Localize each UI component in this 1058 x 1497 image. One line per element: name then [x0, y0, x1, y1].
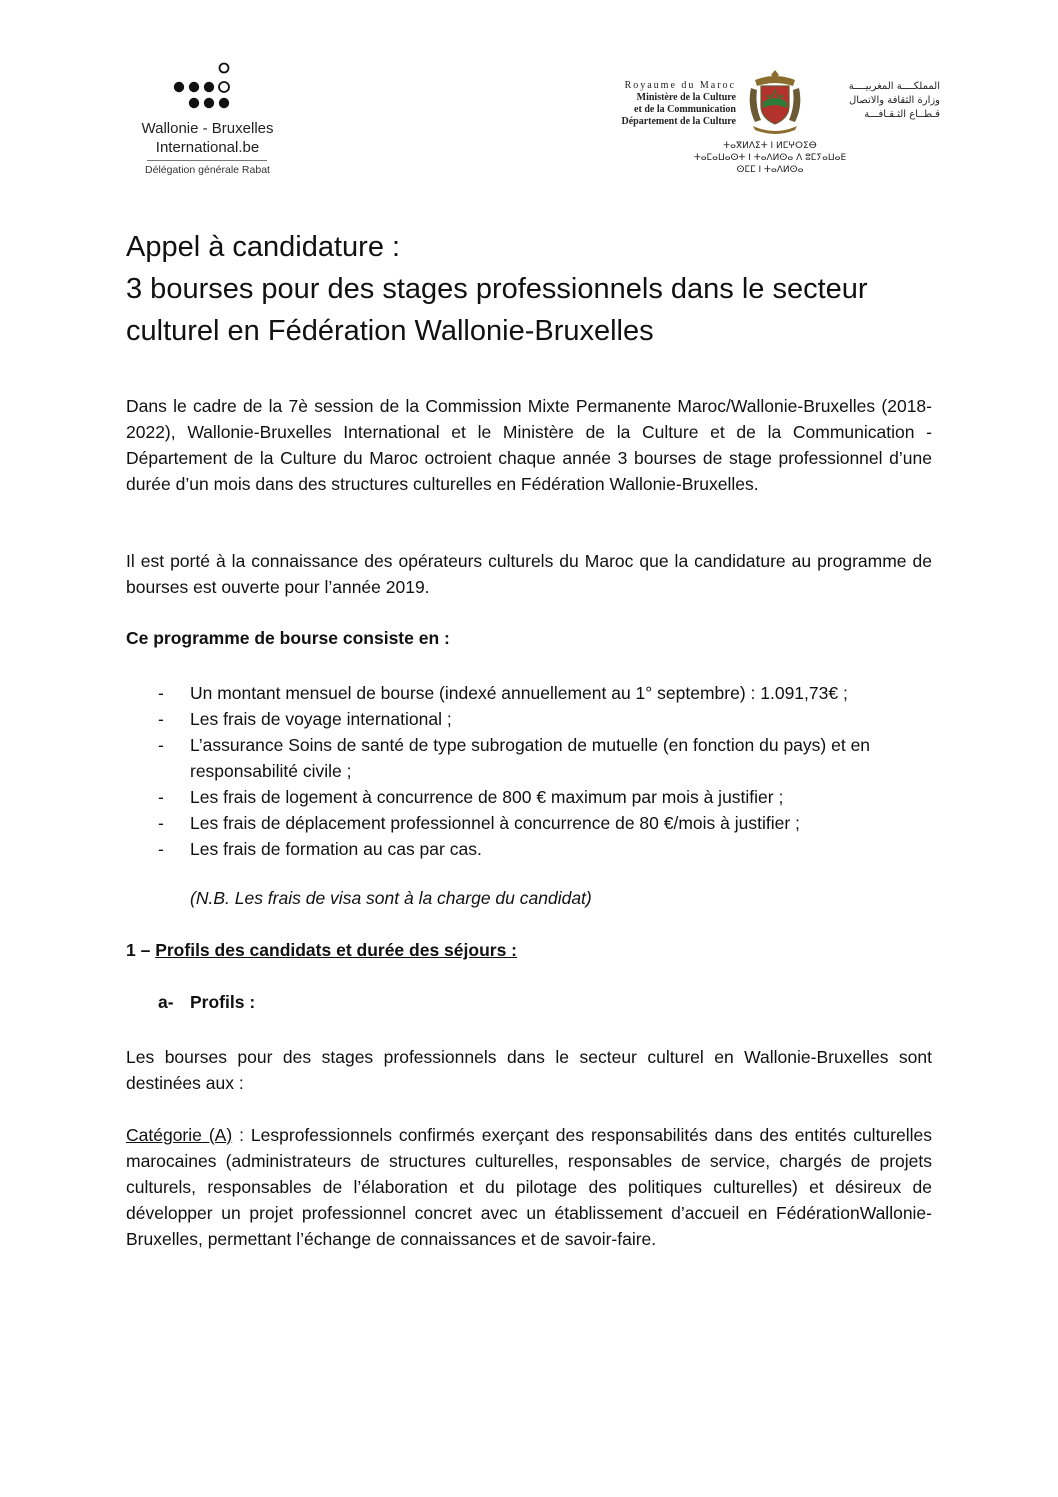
- programme-list: [126, 680, 932, 862]
- section-1-heading: [126, 940, 517, 961]
- ministry-logo: [610, 66, 940, 186]
- wbi-divider: [147, 160, 267, 161]
- ministry-fr-line4: Département de la Culture: [621, 116, 736, 127]
- bullet-dash: -: [158, 839, 164, 859]
- ministry-fr-line1: Royaume du Maroc: [624, 80, 736, 91]
- wbi-logo: [120, 62, 295, 182]
- list-item-text: L’assurance Soins de santé de type subrogation de mutuelle (en fonction du pays) et en responsabilité civile ;: [190, 735, 871, 781]
- list-item-text: Les frais de déplacement professionnel à concurrence de 80 €/mois à justifier ;: [190, 813, 800, 833]
- list-item-text: Un montant mensuel de bourse (indexé annuellement au 1° septembre) : 1.091,73€ ;: [190, 683, 848, 703]
- category-a-text: : Lesprofessionnels confirmés exerçant des responsabilités dans des entités culturelles marocaines (administrateurs de structures culturelles, responsables de service, chargés de projets culturels, responsables de l’élaboration et du pilotage des politiques culturelles) et désireux de développer un projet professionnel concret avec un établissement d’accueil en FédérationWallonie-Bruxelles, permettant l’échange de connaissances et de savoir-faire.: [126, 1125, 932, 1249]
- subsection-a-heading: [158, 992, 255, 1013]
- ministry-ar-line1: المملكــــة المغربيــــة: [848, 81, 940, 92]
- title-line3: culturel en Fédération Wallonie-Bruxelles: [126, 315, 654, 347]
- profiles-intro-paragraph: Les bourses pour des stages professionnels dans le secteur culturel en Wallonie-Bruxelles sont destinées aux :: [126, 1047, 932, 1093]
- list-item-text: Les frais de logement à concurrence de 800 € maximum par mois à justifier ;: [190, 787, 784, 807]
- list-item: [126, 706, 932, 732]
- list-item: [126, 732, 932, 784]
- category-a-label: Catégorie (A): [126, 1125, 233, 1145]
- ministry-fr-line3: et de la Communication: [634, 104, 736, 115]
- announcement-paragraph: Il est porté à la connaissance des opérateurs culturels du Maroc que la candidature au programme de bourses est ouverte pour l’année 2019.: [126, 551, 932, 597]
- wbi-name-line1: Wallonie - Bruxelles: [141, 120, 274, 137]
- list-item-text: Les frais de voyage international ;: [190, 709, 452, 729]
- title-line1: Appel à candidature :: [126, 231, 401, 263]
- subsection-a-label: a-: [158, 992, 174, 1012]
- section-1-title: Profils des candidats et durée des séjours :: [155, 940, 517, 960]
- ministry-fr-line2: Ministère de la Culture: [636, 92, 736, 103]
- ministry-french-text: [610, 80, 736, 128]
- wbi-dots-icon: [172, 62, 242, 110]
- list-item: [126, 810, 932, 836]
- programme-heading: Ce programme de bourse consiste en :: [126, 628, 450, 648]
- wbi-name-line2: International.be: [155, 139, 260, 156]
- list-item: [126, 680, 932, 706]
- bullet-dash: -: [158, 787, 164, 807]
- bullet-dash: -: [158, 709, 164, 729]
- wbi-delegation: Délégation générale Rabat: [145, 164, 270, 176]
- ministry-ar-line2: وزارة الثقافة والاتصال: [848, 95, 940, 106]
- bullet-dash: -: [158, 683, 164, 703]
- visa-note: (N.B. Les frais de visa sont à la charge du candidat): [190, 888, 592, 908]
- ministry-tifinagh-text: ⵜⴰⴳⵍⴷⵉⵜ ⵏ ⵍⵎⵖⵔⵉⴱ ⵜⴰⵎⴰⵡⴰⵙⵜ ⵏ ⵜⴰⴷⵍⵙⴰ ⴷ ⵓⵎⵢⴰⵡⴰⴹ ⵙⵎⵎ ⵏ ⵜⴰⴷⵍⵙⴰ: [693, 141, 847, 175]
- bullet-dash: -: [158, 813, 164, 833]
- coat-of-arms-icon: [745, 66, 805, 136]
- section-1-number: 1 –: [126, 940, 156, 960]
- list-item-text: Les frais de formation au cas par cas.: [190, 839, 482, 859]
- intro-paragraph: Dans le cadre de la 7è session de la Commission Mixte Permanente Maroc/Wallonie-Bruxelles (2018-2022), Wallonie-Bruxelles International et le Ministère de la Culture et de la Communication - Département de la Culture du Maroc octroient chaque année 3 bourses de stage professionnel d’une durée d’un mois dans des structures culturelles en Fédération Wallonie-Bruxelles.: [126, 396, 932, 494]
- ministry-arabic-text: [815, 80, 940, 122]
- ministry-ar-line3: قـطــاع الثـقـافـــة: [864, 109, 940, 120]
- page-title: [126, 226, 946, 352]
- title-line2: 3 bourses pour des stages professionnels dans le secteur: [126, 273, 868, 305]
- list-item: [126, 784, 932, 810]
- list-item: [126, 836, 932, 862]
- category-a-paragraph: [126, 1122, 932, 1252]
- bullet-dash: -: [158, 735, 164, 755]
- subsection-a-title: Profils :: [190, 992, 256, 1012]
